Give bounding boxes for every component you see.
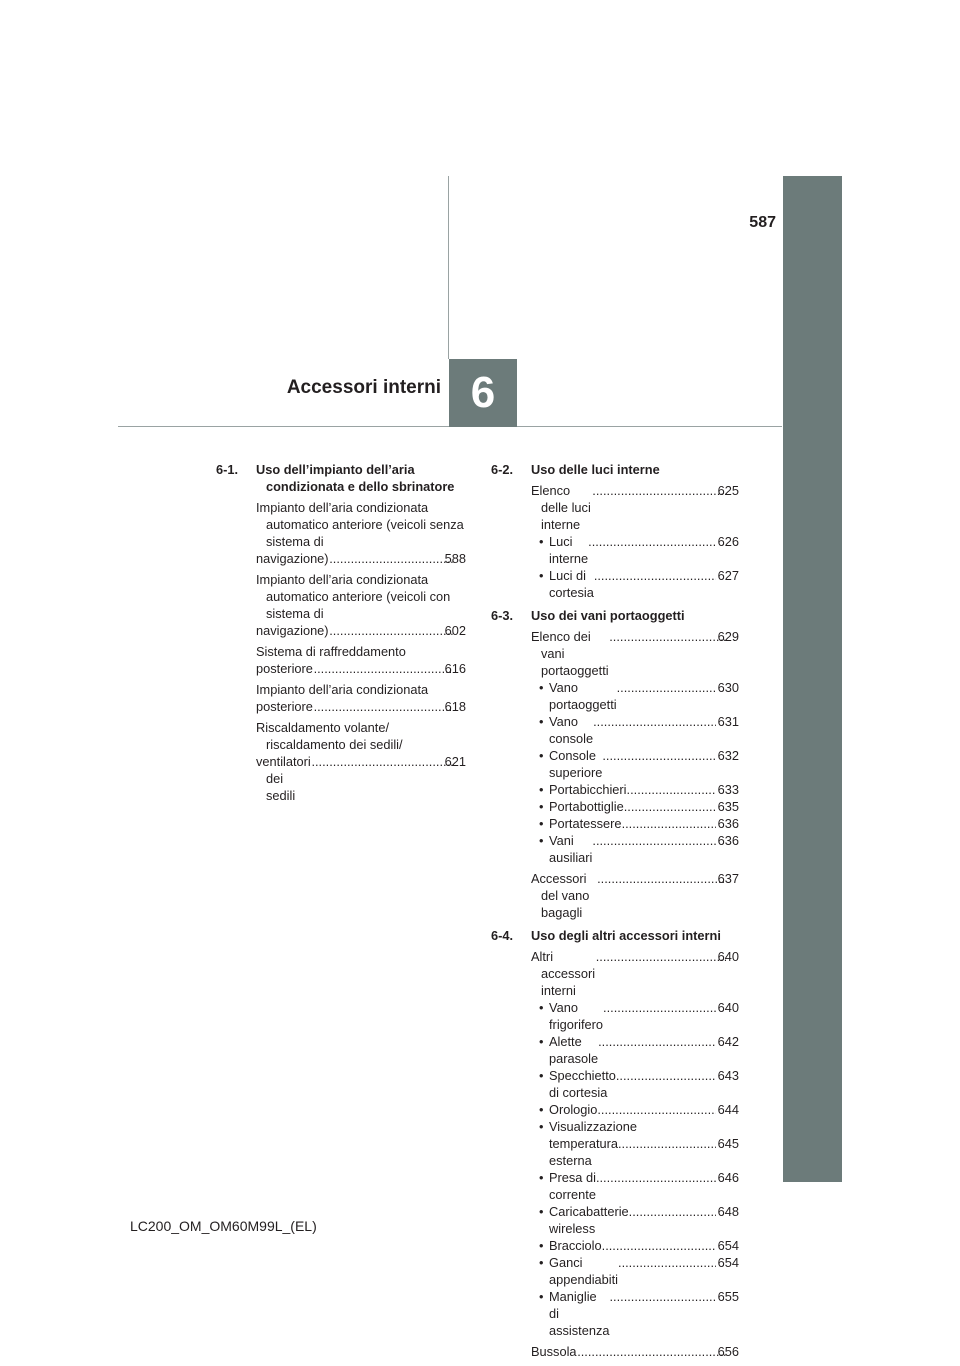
dot-leader (329, 622, 453, 639)
bullet: • (539, 568, 544, 583)
toc-page-ref[interactable]: 642 (717, 1034, 739, 1049)
toc-subentry[interactable] (531, 1101, 739, 1118)
toc-entry-label: Portabottiglie (549, 799, 624, 814)
toc-leader-line (549, 567, 739, 601)
toc-leader-line (256, 550, 466, 567)
toc-entry-label: Orologio (549, 1102, 598, 1117)
toc-leader-line (549, 1288, 739, 1339)
dot-leader (329, 550, 453, 567)
toc-page-ref[interactable]: 640 (717, 1000, 739, 1015)
toc-entry-text (256, 719, 466, 804)
bullet: • (539, 799, 544, 814)
toc-section (216, 461, 466, 804)
dot-leader (596, 870, 725, 921)
toc-subentry[interactable] (531, 1169, 739, 1203)
toc-entry[interactable] (256, 499, 466, 567)
toc-leader-line (549, 999, 739, 1033)
toc-section (491, 607, 739, 921)
toc-entry-label: Presa di corrente (549, 1170, 596, 1202)
dot-leader (627, 781, 716, 798)
toc-page-ref[interactable]: 588 (444, 551, 466, 566)
toc-page-ref[interactable]: 625 (717, 483, 739, 498)
dot-leader (598, 1033, 716, 1067)
toc-page-ref[interactable]: 616 (444, 661, 466, 676)
toc-entry-label: navigazione) (256, 623, 329, 638)
section-number: 6-4. (491, 928, 514, 943)
toc-page-ref[interactable]: 645 (717, 1136, 739, 1151)
section-title[interactable]: Uso dei vani portaoggetti (531, 608, 685, 623)
toc-page-ref[interactable]: 636 (717, 833, 739, 848)
toc-entry-label: navigazione) (256, 551, 329, 566)
toc-leader-line (256, 660, 466, 677)
toc-leader-line (256, 698, 466, 715)
section-number: 6-2. (491, 462, 514, 477)
toc-leader-line (549, 798, 739, 815)
toc-entry-text (531, 1343, 739, 1360)
toc-subentry[interactable] (531, 832, 739, 866)
toc-subentry[interactable] (531, 1033, 739, 1067)
toc-page-ref[interactable]: 654 (717, 1255, 739, 1270)
toc-leader-line (549, 713, 739, 747)
dot-leader (593, 713, 716, 747)
toc-entry-label: Altri accessori interni (531, 949, 596, 998)
bullet: • (539, 833, 544, 848)
dot-leader (577, 1343, 726, 1360)
dot-leader (596, 1169, 716, 1203)
toc-entry-label: Alette parasole (549, 1034, 599, 1066)
toc-leader-line (531, 482, 739, 533)
bullet: • (539, 714, 544, 729)
dot-leader (595, 948, 726, 999)
toc-page-ref[interactable]: 602 (444, 623, 466, 638)
bullet: • (539, 1102, 544, 1117)
toc-leader-line (549, 815, 739, 832)
section-title[interactable]: Uso dell’impianto dell’aria condizionata e dello sbrinatore (256, 462, 455, 494)
section-title[interactable]: Uso degli altri accessori interni (531, 928, 721, 943)
toc-page-ref[interactable]: 646 (717, 1170, 739, 1185)
toc-subentry[interactable] (531, 1118, 739, 1169)
section-title[interactable]: Uso delle luci interne (531, 462, 660, 477)
toc-leader-line (549, 679, 739, 713)
bullet: • (539, 680, 544, 695)
toc-entry-text (256, 571, 466, 639)
toc-entry-text (256, 499, 466, 567)
bullet: • (539, 1119, 544, 1134)
toc-entry[interactable] (256, 643, 466, 677)
dot-leader (311, 753, 453, 804)
dot-leader (597, 1101, 715, 1118)
toc-entry-prefix: Impianto dell’aria condizionata (256, 682, 429, 697)
toc-column-right (491, 461, 739, 1366)
toc-page-ref[interactable]: 637 (717, 871, 739, 886)
toc-subentry[interactable] (531, 747, 739, 781)
document-code: LC200_OM_OM60M99L_(EL) (130, 1218, 317, 1234)
toc-subentry-prefix: Visualizzazione (549, 1119, 637, 1134)
bullet: • (539, 1170, 544, 1185)
toc-page-ref[interactable]: 643 (717, 1068, 739, 1083)
toc-page-ref[interactable]: 633 (717, 782, 739, 797)
toc-subentry[interactable] (531, 1288, 739, 1339)
dot-leader (624, 798, 716, 815)
toc-subentry[interactable] (531, 1203, 739, 1237)
dot-leader (313, 698, 453, 715)
toc-leader-line (549, 533, 739, 567)
toc-page-ref[interactable]: 618 (444, 699, 466, 714)
bullet: • (539, 1068, 544, 1083)
dot-leader (618, 1254, 716, 1288)
toc-entry-label: Accessori del vano bagagli (531, 871, 590, 920)
toc-entry-text (531, 628, 739, 679)
dot-leader (629, 1203, 716, 1237)
toc-entry-label: Portatessere (549, 816, 622, 831)
toc-entry-prefix: Impianto dell’aria condizionata automatico anteriore (veicoli con sistema di (256, 572, 451, 621)
toc-entry[interactable] (256, 571, 466, 639)
toc-entry-label: Elenco delle luci interne (531, 483, 591, 532)
toc-page-ref[interactable]: 654 (717, 1238, 739, 1253)
dot-leader (313, 660, 453, 677)
toc-page-ref[interactable]: 631 (717, 714, 739, 729)
dot-leader (594, 567, 716, 601)
toc-entry-text (531, 870, 739, 921)
toc-leader-line (549, 1067, 739, 1101)
chapter-title: Accessori interni (286, 377, 441, 398)
toc-leader-line (549, 1033, 739, 1067)
toc-leader-line (256, 753, 466, 804)
dot-leader (602, 747, 715, 781)
bullet: • (539, 1034, 544, 1049)
toc-subentry[interactable] (531, 713, 739, 747)
toc-entry-label: Elenco dei vani portaoggetti (531, 629, 609, 678)
dot-leader (592, 832, 715, 866)
toc-entry-label: ventilatori dei sedili (256, 754, 311, 803)
dot-leader (588, 533, 716, 567)
toc-page-ref[interactable]: 648 (717, 1204, 739, 1219)
toc-page-ref[interactable]: 630 (717, 680, 739, 695)
toc-entry-label: Caricabatterie wireless (549, 1204, 629, 1236)
toc-entry-label: Vano portaoggetti (549, 680, 617, 712)
toc-entry-label: Luci di cortesia (549, 568, 594, 600)
toc-column-left (216, 461, 466, 810)
toc-leader-line (549, 747, 739, 781)
toc-leader-line (531, 870, 739, 921)
toc-entry-text (256, 681, 466, 715)
dot-leader (617, 679, 716, 713)
toc-entry-label: Ganci appendiabiti (549, 1255, 619, 1287)
toc-page-ref[interactable]: 655 (717, 1289, 739, 1304)
bullet: • (539, 1255, 544, 1270)
toc-entry[interactable] (531, 482, 739, 601)
dot-leader (609, 1288, 715, 1339)
toc-subentry[interactable] (531, 567, 739, 601)
toc-page-ref[interactable]: 636 (717, 816, 739, 831)
page-number: 587 (749, 214, 776, 231)
toc-entry-label: Vani ausiliari (549, 833, 593, 865)
toc-entry-prefix: Impianto dell’aria condizionata automatico anteriore (veicoli senza sistema di (256, 500, 464, 549)
toc-entry-label: posteriore (256, 699, 313, 714)
toc-section (491, 461, 739, 601)
section-number: 6-3. (491, 608, 514, 623)
toc-entry-label: Bracciolo (549, 1238, 602, 1253)
toc-entry[interactable] (531, 870, 739, 921)
toc-entry[interactable] (256, 681, 466, 715)
toc-leader-line (256, 622, 466, 639)
toc-page-ref[interactable]: 627 (717, 568, 739, 583)
toc-leader-line (531, 948, 739, 999)
toc-entry-text (531, 482, 739, 533)
toc-leader-line (549, 1237, 739, 1254)
toc-section (491, 927, 739, 1360)
toc-page-ref[interactable]: 629 (717, 629, 739, 644)
toc-entry-label: Specchietto di cortesia (549, 1068, 616, 1100)
toc-page-ref[interactable]: 640 (717, 949, 739, 964)
toc-subentry[interactable] (531, 798, 739, 815)
section-number: 6-1. (216, 462, 239, 477)
toc-subentry[interactable] (531, 815, 739, 832)
toc-page-ref[interactable]: 632 (717, 748, 739, 763)
toc-page-ref[interactable]: 621 (444, 754, 466, 769)
toc-leader-line (531, 1343, 739, 1360)
toc-entry-label: posteriore (256, 661, 313, 676)
toc-entry-label: Vano frigorifero (549, 1000, 604, 1032)
bullet: • (539, 816, 544, 831)
toc-subentry[interactable] (531, 679, 739, 713)
toc-subentry[interactable] (531, 533, 739, 567)
toc-entry[interactable] (531, 1343, 739, 1360)
bullet: • (539, 1238, 544, 1253)
toc-entry-label: Maniglie di assistenza (549, 1289, 610, 1338)
dot-leader (592, 482, 726, 533)
toc-leader-line (549, 1135, 739, 1169)
toc-page-ref[interactable]: 635 (717, 799, 739, 814)
bullet: • (539, 1204, 544, 1219)
toc-entry[interactable] (531, 628, 739, 866)
toc-entry-text (531, 948, 739, 999)
toc-entry[interactable] (256, 719, 466, 804)
bullet: • (539, 1000, 544, 1015)
chapter-number-box: 6 (449, 359, 517, 427)
bullet: • (539, 1289, 544, 1304)
dot-leader (616, 1067, 716, 1101)
dot-leader (603, 999, 716, 1033)
dot-leader (602, 1237, 716, 1254)
toc-subentry[interactable] (531, 1237, 739, 1254)
toc-leader-line (549, 1254, 739, 1288)
toc-leader-line (549, 832, 739, 866)
toc-page-ref[interactable]: 656 (717, 1344, 739, 1359)
vertical-divider (448, 176, 449, 359)
dot-leader (609, 628, 726, 679)
chapter-side-tab (783, 176, 842, 1182)
toc-leader-line (531, 628, 739, 679)
toc-entry-label: Bussola (531, 1344, 577, 1359)
toc-entry-label: Luci interne (549, 534, 589, 566)
toc-entry-prefix: Riscaldamento volante/ riscaldamento dei sedili/ (256, 720, 403, 752)
bullet: • (539, 782, 544, 797)
dot-leader (618, 1135, 716, 1169)
toc-subentry[interactable] (531, 781, 739, 798)
toc-page-ref[interactable]: 644 (717, 1102, 739, 1117)
toc-subentry[interactable] (531, 999, 739, 1033)
bullet: • (539, 534, 544, 549)
toc-entry[interactable] (531, 948, 739, 1339)
dot-leader (622, 815, 716, 832)
bullet: • (539, 748, 544, 763)
toc-leader-line (549, 1169, 739, 1203)
toc-entry-text (256, 643, 466, 677)
toc-leader-line (549, 781, 739, 798)
toc-entry-label: Console superiore (549, 748, 603, 780)
toc-entry-label: Vano console (549, 714, 594, 746)
toc-subentry[interactable] (531, 1067, 739, 1101)
toc-leader-line (549, 1101, 739, 1118)
toc-leader-line (549, 1203, 739, 1237)
toc-entry-label: Portabicchieri (549, 782, 627, 797)
toc-entry-prefix: Sistema di raffreddamento (256, 644, 406, 659)
toc-subentry[interactable] (531, 1254, 739, 1288)
toc-entry-label: temperatura esterna (549, 1136, 618, 1168)
toc-page-ref[interactable]: 626 (717, 534, 739, 549)
